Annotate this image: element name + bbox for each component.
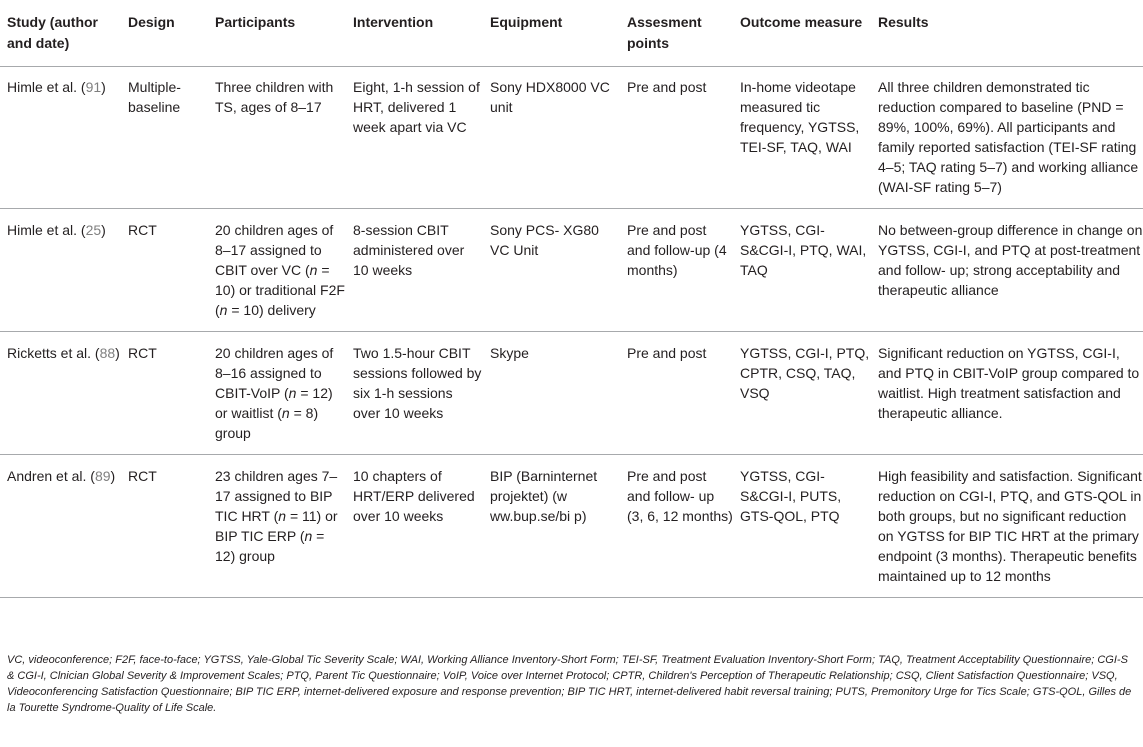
cell-assessment: Pre and post [620,332,733,455]
participants-text: = 10) or traditional F2F ( [215,262,345,318]
cell-participants [208,332,346,455]
cell-study [0,209,121,332]
study-close: ) [110,468,116,484]
participants-text: 20 children ages of 8–17 assigned to CBIT over VC ( [215,222,334,278]
study-author: Ricketts et al. ( [7,345,100,361]
cell-results: All three children demonstrated tic reduction compared to baseline (PND = 89%, 100%, 69%). All participants and family reported satisfaction (TEI-SF rating 4–5; TAQ rating 5–7) and working alliance (WAI-SF rating 5–7) [871,67,1143,209]
cell-results: Significant reduction on YGTSS, CGI-I, and PTQ in CBIT-VoIP group compared to waitlist. High treatment satisfaction and therapeutic alliance. [871,332,1143,455]
cell-study [0,332,121,455]
reference-link[interactable]: 89 [94,468,111,484]
n-symbol: n [219,302,228,318]
cell-design: RCT [121,209,208,332]
study-close: ) [115,345,120,361]
participants-text: 20 children ages of 8–16 assigned to CBIT-VoIP ( [215,345,334,401]
cell-assessment: Pre and post [620,67,733,209]
cell-outcome: YGTSS, CGI-S&CGI-I, PUTS, GTS-QOL, PTQ [733,455,871,598]
header-intervention: Intervention [346,0,483,67]
table-footnote: VC, videoconference; F2F, face-to-face; YGTSS, Yale-Global Tic Severity Scale; WAI, Working Alliance Inventory-Short Form; TEI-SF, Treatment Evaluation Inventory-Short Form; TAQ, Treatment Acceptability Questionnaire; CGI-S & CGI-I, Clnician Global Severity & Improvement Scales; PTQ, Parent Tic Questionnaire; VoIP, Voice over Internet Protocol; CPTR, Children's Perception of Therapeutic Relationship; CSQ, Client Satisfaction Questionnaire; VSQ, Videoconferencing Satisfaction Questionnaire; BIP TIC ERP, internet-delivered exposure and response prevention; BIP TIC HRT, internet-delivered habit reversal training; PUTS, Premonitory Urge for Tics Scale; GTS-QOL, Gilles de la Tourette Syndrome-Quality of Life Scale. [7,654,1132,714]
cell-outcome: YGTSS, CGI-I, PTQ, CPTR, CSQ, TAQ, VSQ [733,332,871,455]
header-participants: Participants [208,0,346,67]
cell-participants: Three children with TS, ages of 8–17 [208,67,346,209]
reference-link[interactable]: 88 [99,345,116,361]
header-equipment: Equipment [483,0,620,67]
n-symbol: n [278,508,287,524]
cell-study [0,67,121,209]
cell-equipment: Sony HDX8000 VC unit [483,67,620,209]
header-study: Study (author and date) [0,0,121,67]
header-outcome: Outcome measure [733,0,871,67]
study-close: ) [101,79,106,95]
cell-outcome: In-home videotape measured tic frequency, YGTSS, TEI-SF, TAQ, WAI [733,67,871,209]
header-assessment: Assesment points [620,0,733,67]
header-row [0,0,1143,67]
cell-participants [208,209,346,332]
table-row [0,455,1143,598]
n-symbol: n [281,405,290,421]
cell-equipment: Skype [483,332,620,455]
reference-link[interactable]: 91 [85,79,102,95]
cell-intervention: Eight, 1-h session of HRT, delivered 1 week apart via VC [346,67,483,209]
n-symbol: n [304,528,313,544]
cell-intervention: Two 1.5-hour CBIT sessions followed by six 1-h sessions over 10 weeks [346,332,483,455]
table-row [0,209,1143,332]
participants-text: = 10) delivery [227,302,316,318]
cell-intervention: 10 chapters of HRT/ERP delivered over 10 weeks [346,455,483,598]
cell-equipment: BIP (Barninternet projektet) (w ww.bup.se/bi p) [483,455,620,598]
table-row [0,332,1143,455]
cell-results: No between-group difference in change on YGTSS, CGI-I, and PTQ at post-treatment and follow- up; strong acceptability and therapeutic alliance [871,209,1143,332]
cell-assessment: Pre and post and follow-up (4 months) [620,209,733,332]
participants-text: 23 children ages 7–17 assigned to BIP TIC HRT ( [215,468,338,524]
participants-text: = 11) or BIP TIC ERP ( [215,508,338,544]
cell-study [0,455,121,598]
study-author: Himle et al. ( [7,222,86,238]
n-symbol: n [309,262,318,278]
participants-text: = 12) group [215,528,325,564]
cell-outcome: YGTSS, CGI-S&CGI-I, PTQ, WAI, TAQ [733,209,871,332]
cell-intervention: 8-session CBIT administered over 10 weeks [346,209,483,332]
cell-design: RCT [121,332,208,455]
header-design: Design [121,0,208,67]
study-close: ) [101,222,106,238]
n-symbol: n [288,385,297,401]
study-author: Himle et al. ( [7,79,86,95]
cell-participants [208,455,346,598]
reference-link[interactable]: 25 [85,222,102,238]
cell-equipment: Sony PCS- XG80 VC Unit [483,209,620,332]
table-row [0,67,1143,209]
cell-assessment: Pre and post and follow- up (3, 6, 12 months) [620,455,733,598]
cell-design: Multiple-baseline [121,67,208,209]
cell-results: High feasibility and satisfaction. Significant reduction on CGI-I, PTQ, and GTS-QOL in both groups, but no significant reduction on YGTSS for BIP TIC HRT at the primary endpoint (3 months). Therapeutic benefits maintained up to 12 months [871,455,1143,598]
participants-text: = 12) or waitlist ( [215,385,333,421]
cell-design: RCT [121,455,208,598]
header-results: Results [871,0,1143,67]
study-author: Andren et al. ( [7,468,95,484]
participants-text: = 8) group [215,405,319,441]
